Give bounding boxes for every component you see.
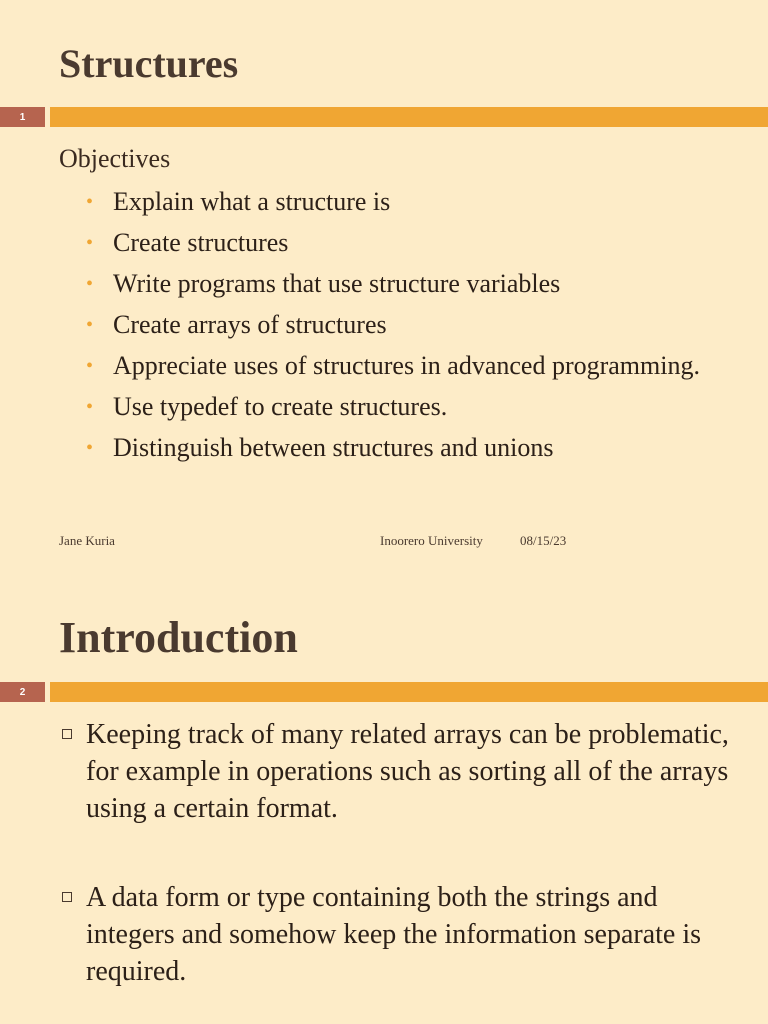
accent-stripe — [50, 107, 768, 127]
bullet-icon: • — [86, 437, 94, 459]
list-item-text: Keeping track of many related arrays can be problematic, for example in operations such as sorting all of the arrays using a certain format. — [86, 719, 729, 824]
bullet-icon: • — [86, 396, 94, 418]
bullet-icon: • — [86, 232, 94, 254]
list-item — [86, 265, 706, 302]
list-item — [86, 183, 706, 220]
list-item-text: Create arrays of structures — [113, 310, 387, 339]
bullet-icon: • — [86, 191, 94, 213]
bullet-icon: • — [86, 314, 94, 336]
list-item — [86, 306, 706, 343]
list-item-text: A data form or type containing both the strings and integers and somehow keep the information separate is required. — [86, 882, 702, 987]
list-item — [86, 347, 706, 384]
list-item-text: Create structures — [113, 228, 289, 257]
list-item-text: Appreciate uses of structures in advanced programming. — [113, 351, 700, 380]
slide-number: 2 — [0, 682, 45, 702]
list-item-text: Distinguish between structures and unions — [113, 433, 554, 462]
list-item-text: Explain what a structure is — [113, 187, 391, 216]
slide-2 — [0, 576, 768, 1024]
list-item — [86, 388, 706, 425]
footer-date: 08/15/23 — [520, 533, 567, 548]
slide-title: Structures — [59, 41, 239, 86]
list-item — [86, 224, 706, 261]
accent-stripe — [50, 682, 768, 702]
slide-title: Introduction — [59, 613, 298, 662]
list-item — [86, 429, 706, 466]
list-item — [62, 879, 742, 990]
list-item — [62, 716, 742, 827]
objectives-list — [86, 183, 706, 470]
square-bullet-icon — [62, 729, 72, 739]
slide-header-bar — [0, 682, 768, 702]
bullet-icon: • — [86, 273, 94, 295]
footer-author: Jane Kuria — [59, 533, 115, 548]
footer-institution: Inoorero University — [380, 533, 483, 548]
objectives-heading: Objectives — [59, 144, 171, 173]
intro-list — [62, 716, 742, 1024]
bullet-icon: • — [86, 355, 94, 377]
slide-number: 1 — [0, 107, 45, 127]
list-item-text: Write programs that use structure variables — [113, 269, 561, 298]
list-item-text: Use typedef to create structures. — [113, 392, 448, 421]
square-bullet-icon — [62, 892, 72, 902]
slide-header-bar — [0, 107, 768, 127]
